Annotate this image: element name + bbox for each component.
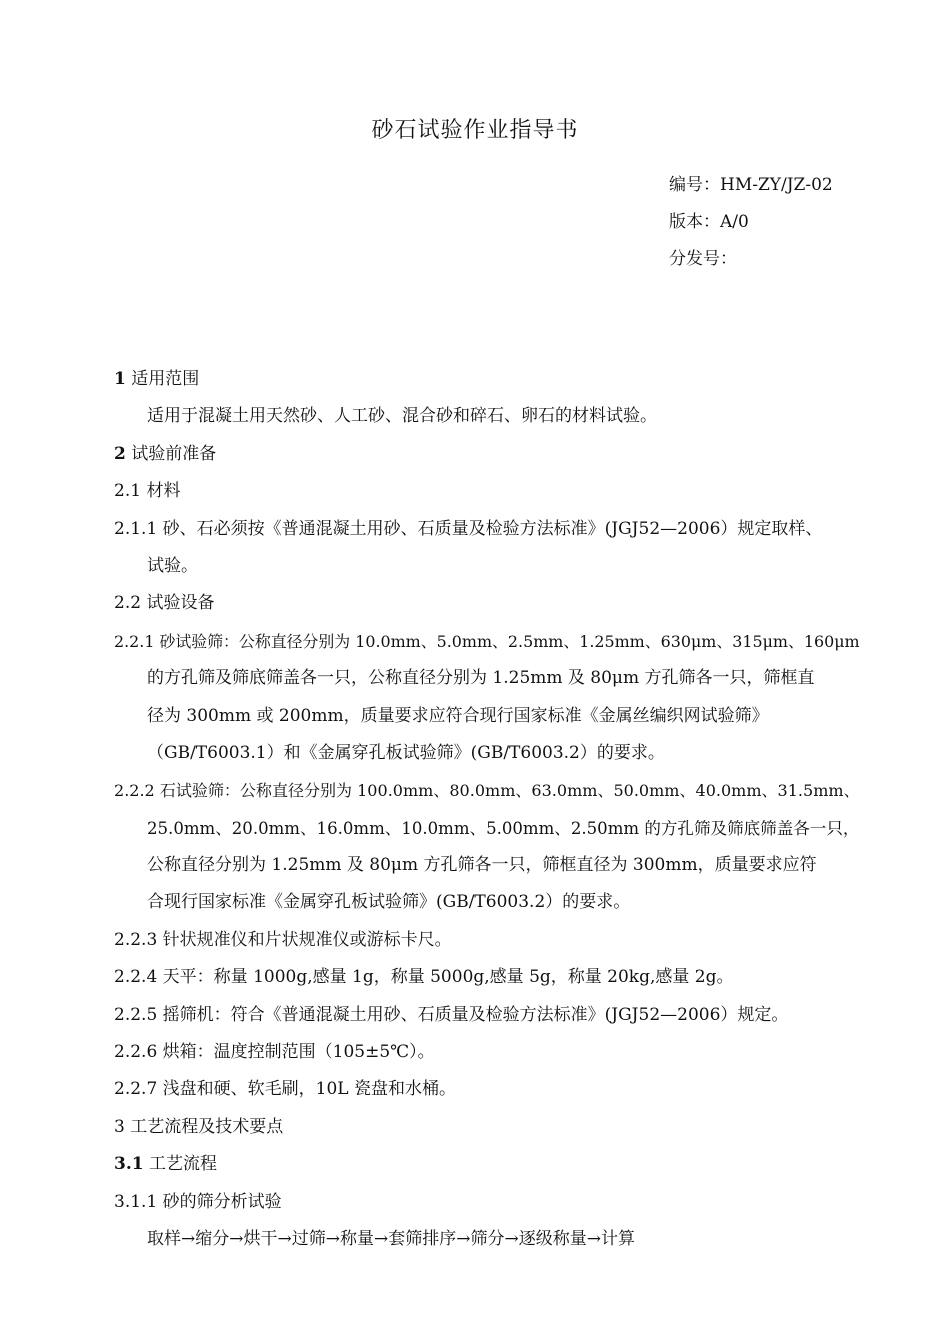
section-2-2-3: 2.2.3 针状规准仪和片状规准仪或游标卡尺。 <box>114 929 452 950</box>
section-2-title: 试验前准备 <box>125 443 217 464</box>
section-2-2-2-line-2: 25.0mm、20.0mm、16.0mm、10.0mm、5.00mm、2.50mm 的方孔筛及筛底筛盖各一只， <box>147 818 860 838</box>
section-2-heading <box>114 436 860 473</box>
section-2-2-heading: 2.2 试验设备 <box>114 593 215 614</box>
section-2-2-6: 2.2.6 烘箱：温度控制范围（105±5℃）。 <box>114 1042 435 1063</box>
section-2-2-1-line-1: 2.2.1 砂试验筛：公称直径分别为 10.0mm、5.0mm、2.5mm、1.25mm、630μm、315μm、160μm <box>114 631 860 651</box>
section-2-2-2-line-1: 2.2.2 石试验筛：公称直径分别为 100.0mm、80.0mm、63.0mm、50.0mm、40.0mm、31.5mm、 <box>114 781 860 801</box>
document-body <box>114 361 860 1258</box>
document-distribution: 分发号： <box>669 249 737 269</box>
section-2-1-1-line-1: 2.1.1 砂、石必须按《普通混凝土用砂、石质量及检验方法标准》(JGJ52—2006）规定取样、 <box>114 518 823 539</box>
section-2-1-1-line-2: 试验。 <box>147 555 198 576</box>
document-code: 编号：HM-ZY/JZ-02 <box>669 175 833 195</box>
section-1-heading <box>114 361 860 398</box>
section-2-2-4: 2.2.4 天平：称量 1000g,感量 1g，称量 5000g,感量 5g，称量 20kg,感量 2g。 <box>114 967 734 988</box>
section-2-2-1-line-2: 的方孔筛及筛底筛盖各一只，公称直径分别为 1.25mm 及 80μm 方孔筛各一只，筛框直 <box>147 668 815 689</box>
section-2-2-7: 2.2.7 浅盘和硬、软毛刷，10L 瓷盘和水桶。 <box>114 1079 456 1100</box>
section-2-2-2-line-3: 公称直径分别为 1.25mm 及 80μm 方孔筛各一只，筛框直径为 300mm，质量要求应符 <box>147 855 817 876</box>
section-3-1-title: 工艺流程 <box>143 1154 217 1175</box>
process-flow: 取样→缩分→烘干→过筛→称量→套筛排序→筛分→逐级称量→计算 <box>147 1228 635 1249</box>
section-3-1-heading <box>114 1146 860 1183</box>
section-2-2-5: 2.2.5 摇筛机：符合《普通混凝土用砂、石质量及检验方法标准》(JGJ52—2006）规定。 <box>114 1004 789 1025</box>
section-3-1-number: 3.1 <box>114 1154 144 1175</box>
section-1-number: 1 <box>114 369 126 389</box>
document-title: 砂石试验作业指导书 <box>371 118 579 143</box>
section-2-2-2-line-4: 合现行国家标准《金属穿孔板试验筛》(GB/T6003.2）的要求。 <box>147 892 631 913</box>
section-3-heading: 3 工艺流程及技术要点 <box>114 1116 284 1137</box>
section-2-2-1-line-4: （GB/T6003.1）和《金属穿孔板试验筛》(GB/T6003.2）的要求。 <box>147 742 665 763</box>
document-version: 版本：A/0 <box>669 212 749 232</box>
section-2-2-1-line-3: 径为 300mm 或 200mm，质量要求应符合现行国家标准《金属丝编织网试验筛》 <box>147 705 769 726</box>
section-1-title: 适用范围 <box>125 369 200 389</box>
section-3-1-1-heading: 3.1.1 砂的筛分析试验 <box>114 1191 282 1212</box>
document-meta <box>669 167 833 278</box>
section-2-1-heading: 2.1 材料 <box>114 481 181 502</box>
section-1-text: 适用于混凝土用天然砂、人工砂、混合砂和碎石、卵石的材料试验。 <box>147 406 657 427</box>
section-2-number: 2 <box>114 443 126 464</box>
